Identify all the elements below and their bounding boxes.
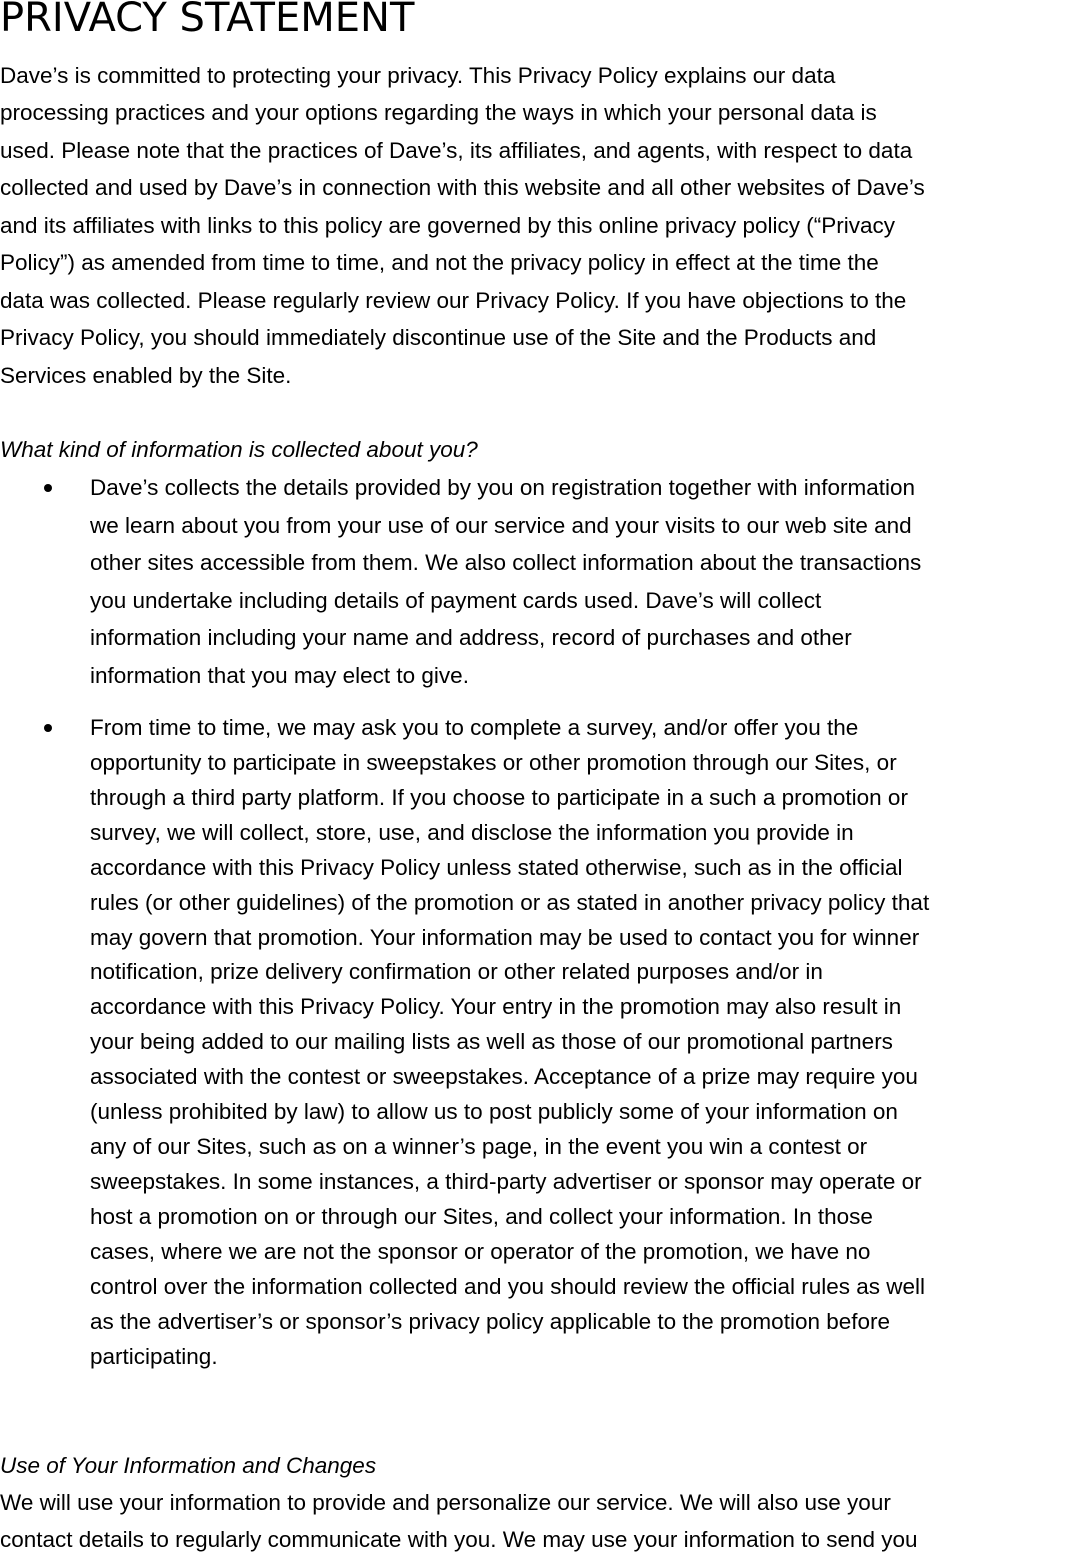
bullet-icon (44, 484, 52, 492)
bullet-line: accordance with this Privacy Policy. Your entry in the promotion may also result in (90, 994, 902, 1019)
bullet-line: your being added to our mailing lists as well as those of our promotional partners (90, 1029, 893, 1054)
intro-line: and its affiliates with links to this policy are governed by this online privacy policy (“Privacy (0, 213, 895, 238)
intro-line: collected and used by Dave’s in connection with this website and all other websites of Dave’s (0, 175, 925, 200)
bullet-line: may govern that promotion. Your information may be used to contact you for winner (90, 925, 920, 950)
bullet-line: (unless prohibited by law) to allow us to post publicly some of your information on (90, 1099, 898, 1124)
bullet-line: host a promotion on or through our Sites, and collect your information. In those (90, 1204, 873, 1229)
bullet-line: as the advertiser’s or sponsor’s privacy policy applicable to the promotion before (90, 1309, 891, 1334)
intro-line: Privacy Policy, you should immediately discontinue use of the Site and the Products and (0, 325, 877, 350)
section-heading: Use of Your Information and Changes (0, 1453, 377, 1478)
bullet-line: associated with the contest or sweepstakes. Acceptance of a prize may require you (90, 1064, 918, 1089)
page-title: PRIVACY STATEMENT (0, 0, 415, 41)
intro-line: data was collected. Please regularly review our Privacy Policy. If you have objections to the (0, 288, 907, 313)
bullet-line: Dave’s collects the details provided by you on registration together with information (90, 475, 916, 500)
bullet-icon (44, 724, 52, 732)
bullet-line: notification, prize delivery confirmation or other related purposes and/or in (90, 959, 823, 984)
section-heading: What kind of information is collected about you? (0, 437, 478, 462)
paragraph-line: We will use your information to provide and personalize our service. We will also use your (0, 1490, 891, 1515)
bullet-line: information including your name and address, record of purchases and other (90, 625, 852, 650)
bullet-line: through a third party platform. If you choose to participate in a such a promotion or (90, 785, 908, 810)
bullet-line: information that you may elect to give. (90, 663, 469, 688)
bullet-line: you undertake including details of payment cards used. Dave’s will collect (90, 588, 822, 613)
bullet-line: any of our Sites, such as on a winner’s page, in the event you win a contest or (90, 1134, 868, 1159)
intro-line: processing practices and your options regarding the ways in which your personal data is (0, 100, 877, 125)
bullet-line: survey, we will collect, store, use, and disclose the information you provide in (90, 820, 854, 845)
bullet-line: control over the information collected and you should review the official rules as well (90, 1274, 926, 1299)
bullet-line: From time to time, we may ask you to complete a survey, and/or offer you the (90, 715, 859, 740)
intro-line: Dave’s is committed to protecting your privacy. This Privacy Policy explains our data (0, 63, 836, 88)
intro-line: used. Please note that the practices of Dave’s, its affiliates, and agents, with respect to data (0, 138, 913, 163)
bullet-line: other sites accessible from them. We also collect information about the transactions (90, 550, 922, 575)
bullet-line: accordance with this Privacy Policy unless stated otherwise, such as in the official (90, 855, 903, 880)
bullet-line: sweepstakes. In some instances, a third-party advertiser or sponsor may operate or (90, 1169, 922, 1194)
bullet-line: rules (or other guidelines) of the promotion or as stated in another privacy policy that (90, 890, 930, 915)
intro-line: Services enabled by the Site. (0, 363, 292, 388)
bullet-line: opportunity to participate in sweepstakes or other promotion through our Sites, or (90, 750, 897, 775)
bullet-line: participating. (90, 1344, 218, 1369)
intro-line: Policy”) as amended from time to time, and not the privacy policy in effect at the time the (0, 250, 879, 275)
paragraph-line: contact details to regularly communicate with you. We may use your information to send you (0, 1527, 918, 1552)
bullet-line: cases, where we are not the sponsor or operator of the promotion, we have no (90, 1239, 871, 1264)
bullet-line: we learn about you from your use of our service and your visits to our web site and (90, 513, 912, 538)
